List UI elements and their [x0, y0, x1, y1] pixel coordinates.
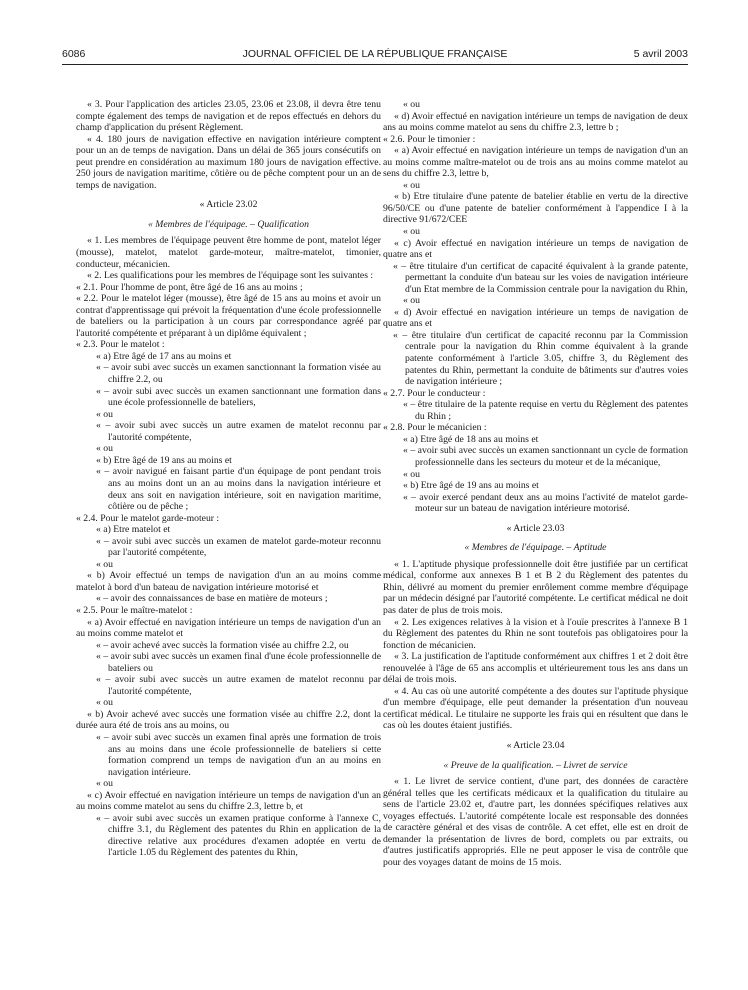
- paragraph: « – être titulaire d'un certificat de capacité équivalent à la grande patente, permettant la conduite d'un bateau sur les voies de navigation intérieure d'un Etat membre de la Commission centrale pour la navigation du Rhin,: [393, 260, 688, 295]
- paragraph: « – avoir subi avec succès un examen sanctionnant un cycle de formation professionnelle dans les secteurs du moteur et de la mécanique,: [403, 445, 688, 468]
- paragraph: « ou: [96, 697, 113, 709]
- paragraph: « – avoir subi avec succès un examen sanctionnant une formation dans une école professionnelle de bateliers,: [96, 385, 381, 409]
- publication-date: 5 avril 2003: [633, 48, 688, 60]
- paragraph: « – avoir subi avec succès un examen final d'une école professionnelle de bateliers ou: [96, 651, 381, 674]
- journal-title: JOURNAL OFFICIEL DE LA RÉPUBLIQUE FRANÇAISE: [242, 48, 508, 60]
- paragraph: « – avoir subi avec succès un autre examen de matelot reconnu par l'autorité compétente,: [96, 674, 381, 697]
- paragraph: « a) Etre âgé de 18 ans au moins et: [403, 433, 539, 445]
- paragraph: « 4. 180 jours de navigation effective en navigation intérieure comptent pour un an de temps de navigation. Dans un délai de 365 jours consécutifs on peut prendre en considération au maximum 180 jours de navigation effective. 250 jours de navigation maritime, côtière ou de pêche comptent pour un an de temps de navigation.: [76, 133, 381, 191]
- section-subtitle: « Membres de l'équipage. – Aptitude: [464, 542, 607, 554]
- paragraph: « a) Avoir effectué en navigation intérieure un temps de navigation d'un an au moins comme maître-matelot ou de trois ans au moins comme matelot au sens du chiffre 2.3, lettre b,: [383, 145, 688, 180]
- header-rule: [62, 64, 688, 65]
- paragraph: « a) Etre âgé de 17 ans au moins et: [96, 350, 232, 362]
- paragraph: « c) Avoir effectué en navigation intérieure un temps de navigation de quatre ans et: [383, 237, 688, 261]
- paragraph: « b) Avoir achevé avec succès une formation visée au chiffre 2.2, dont la durée aura été de trois ans au moins, ou: [76, 708, 381, 732]
- article-heading: « Article 23.03: [506, 522, 565, 534]
- paragraph: « d) Avoir effectué en navigation intérieure un temps de navigation de deux ans au moins comme matelot au sens du chiffre 2.3, lettre b ;: [383, 110, 688, 134]
- paragraph: « b) Etre âgé de 19 ans au moins et: [403, 480, 539, 492]
- paragraph: « ou: [96, 408, 113, 420]
- paragraph: « 2.2. Pour le matelot léger (mousse), être âgé de 15 ans au moins et avoir un contrat d'apprentissage qui prévoit la fréquentation d'une école professionnelle de bateliers ou la participation à un cours par correspondance agréé par l'autorité compétente et préparant à un diplôme équivalent ;: [76, 293, 381, 339]
- paragraph: « ou: [96, 778, 113, 790]
- paragraph: « – avoir navigué en faisant partie d'un équipage de pont pendant trois ans au moins dont un an au moins dans la navigation intérieure et deux ans soit en navigation intérieure, soit en navigation maritime, côtière ou de pêche ;: [96, 466, 381, 513]
- paragraph: « ou: [403, 295, 420, 307]
- paragraph: « 2.3. Pour le matelot :: [76, 339, 165, 351]
- section-subtitle: « Preuve de la qualification. – Livret de service: [443, 759, 628, 771]
- paragraph: « ou: [403, 179, 420, 191]
- page-header: [62, 48, 688, 64]
- paragraph: « ou: [403, 99, 420, 110]
- paragraph: « – avoir subi avec succès un examen pratique conforme à l'annexe C, chiffre 3.1, du Règlement des patentes du Rhin en application de la directive relative aux procédures d'examen adoptée en vertu de l'article 1.05 du Règlement des patentes du Rhin,: [96, 812, 381, 859]
- paragraph: « ou: [403, 226, 420, 238]
- paragraph: « – avoir subi avec succès un examen de matelot garde-moteur reconnu par l'autorité compétente,: [96, 535, 381, 559]
- paragraph: « a) Etre matelot et: [96, 524, 171, 536]
- right-column: [383, 99, 688, 979]
- paragraph: « c) Avoir effectué en navigation intérieure un temps de navigation d'un an au moins comme matelot au sens du chiffre 2.3, lettre b, et: [76, 789, 381, 813]
- paragraph: « ou: [96, 558, 113, 570]
- paragraph: « – être titulaire d'un certificat de capacité reconnu par la Commission centrale pour la navigation du Rhin comme équivalent à la grande patente conformément à l'article 3.05, chiffre 3, du Règlement des patentes du Rhin, permettant la conduite de bâtiments sur d'autres voies de navigation intérieure ;: [393, 329, 688, 388]
- paragraph: « 3. La justification de l'aptitude conformément aux chiffres 1 et 2 doit être renouvelée à l'âge de 65 ans accomplis et ultérieurement tous les ans dans un délai de trois mois.: [383, 651, 688, 686]
- paragraph: « b) Etre titulaire d'une patente de batelier établie en vertu de la directive 96/50/CE ou d'une patente de batelier conformément à l'appendice I à la directive 91/672/CEE: [383, 191, 688, 226]
- article-heading: « Article 23.04: [506, 739, 565, 751]
- paragraph: « – avoir exercé pendant deux ans au moins l'activité de matelot garde-moteur sur un bateau de navigation intérieure motorisé.: [403, 491, 688, 515]
- paragraph: « 2.6. Pour le timonier :: [383, 133, 476, 145]
- paragraph: « 2.5. Pour le maître-matelot :: [76, 604, 193, 616]
- paragraph: « b) Avoir effectué un temps de navigation d'un an au moins comme matelot à bord d'un bateau de navigation intérieure motorisé et: [76, 570, 381, 593]
- paragraph: « – avoir subi avec succès un examen sanctionnant la formation visée au chiffre 2.2, ou: [96, 362, 381, 386]
- paragraph: « ou: [403, 468, 420, 480]
- paragraph: « – avoir des connaissances de base en matière de moteurs ;: [96, 593, 328, 605]
- paragraph: « d) Avoir effectué en navigation intérieure un temps de navigation de quatre ans et: [383, 306, 688, 330]
- paragraph: « ou: [96, 443, 113, 455]
- paragraph: « 2.7. Pour le conducteur :: [383, 387, 486, 399]
- paragraph: « 2. Les qualifications pour les membres de l'équipage sont les suivantes :: [87, 270, 374, 282]
- paragraph: « 3. Pour l'application des articles 23.05, 23.06 et 23.08, il devra être tenu compte également des temps de navigation et de repos effectués en dehors du champ d'application du présent Règlement.: [76, 99, 381, 134]
- paragraph: « a) Avoir effectué en navigation intérieure un temps de navigation d'un an au moins comme matelot et: [76, 616, 381, 640]
- paragraph: « 2.1. Pour l'homme de pont, être âgé de 16 ans au moins ;: [76, 281, 303, 293]
- paragraph: « 1. Le livret de service contient, d'une part, des données de caractère général telles que les certificats médicaux et la qualification du titulaire au sens de l'article 23.02 et, d'autre part, les données spécifiques relatives aux voyages effectués. L'autorité compétente locale est responsable des données de caractère général et des visas de contrôle. A cet effet, elle est en droit de demander la présentation de livres de bord, complets ou par extraits, ou d'autres justificatifs appropriés. Elle ne peut apposer le visa de contrôle que pour des voyages datant de moins de 15 mois.: [383, 776, 688, 868]
- paragraph: « – avoir subi avec succès un autre examen de matelot reconnu par l'autorité compétente,: [96, 420, 381, 443]
- paragraph: « 2.4. Pour le matelot garde-moteur :: [76, 512, 220, 524]
- page-number: 6086: [62, 48, 86, 60]
- article-heading: « Article 23.02: [199, 199, 258, 211]
- paragraph: « b) Etre âgé de 19 ans au moins et: [96, 454, 232, 466]
- paragraph: « 1. Les membres de l'équipage peuvent être homme de pont, matelot léger (mousse), matelot, matelot garde-moteur, maître-matelot, timonier, conducteur, mécanicien.: [76, 235, 381, 270]
- paragraph: « – avoir achevé avec succès la formation visée au chiffre 2.2, ou: [96, 639, 349, 651]
- paragraph: « – avoir subi avec succès un examen final après une formation de trois ans au moins dans une école professionnelle de bateliers si cette formation comprend un temps de navigation d'un an au moins en navigation intérieure.: [96, 731, 381, 778]
- paragraph: « – être titulaire de la patente requise en vertu du Règlement des patentes du Rhin ;: [403, 399, 688, 422]
- paragraph: « 2. Les exigences relatives à la vision et à l'ouïe prescrites à l'annexe B 1 du Règlement des patentes du Rhin ne sont toutefois pas obligatoires pour la fonction de mécanicien.: [383, 616, 688, 651]
- paragraph: « 1. L'aptitude physique professionnelle doit être justifiée par un certificat médical, conforme aux annexes B 1 et B 2 du Règlement des patentes du Rhin, délivré au moment du premier enrôlement comme membre d'équipage par un médecin désigné par l'autorité compétente. Le certificat médical ne doit pas dater de plus de trois mois.: [383, 558, 688, 616]
- section-subtitle: « Membres de l'équipage. – Qualification: [148, 218, 309, 230]
- paragraph: « 2.8. Pour le mécanicien :: [383, 422, 487, 434]
- paragraph: « 4. Au cas où une autorité compétente a des doutes sur l'aptitude physique d'un membre d'équipage, elle peut demander la présentation d'un nouveau certificat médical. Le titulaire ne supporte les frais qui en résultent que dans le cas où les doutes étaient justifiés.: [383, 685, 688, 732]
- left-column: [76, 99, 381, 979]
